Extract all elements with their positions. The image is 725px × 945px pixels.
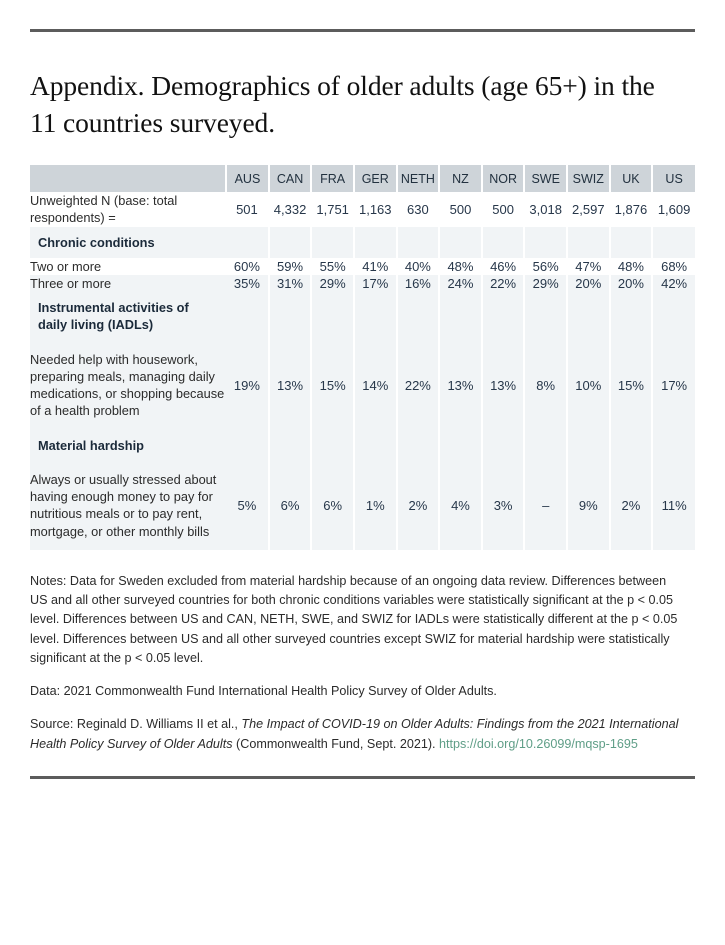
row-value: 1,163 xyxy=(354,192,397,227)
source-paragraph xyxy=(30,715,680,754)
table-row xyxy=(30,192,695,227)
table-head xyxy=(30,165,695,192)
column-header-fra: FRA xyxy=(311,165,354,192)
row-value: 48% xyxy=(610,258,653,275)
row-value: 9% xyxy=(567,461,610,550)
section-header-row xyxy=(30,227,695,258)
row-value: 1% xyxy=(354,461,397,550)
appendix-page xyxy=(0,29,725,945)
section-label: Chronic conditions xyxy=(30,227,226,258)
row-value: 47% xyxy=(567,258,610,275)
row-value: 35% xyxy=(226,275,269,292)
row-value: 48% xyxy=(439,258,482,275)
section-label: Instrumental activities of daily living (IADLs) xyxy=(30,292,226,340)
row-label: Two or more xyxy=(30,258,226,275)
table-row xyxy=(30,275,695,292)
source-title: The Impact of COVID-19 on Older Adults: Findings from the 2021 International Health Policy Survey of Older Adults xyxy=(30,717,679,751)
row-value: 4% xyxy=(439,461,482,550)
section-blank xyxy=(482,430,525,461)
row-label: Needed help with housework, preparing meals, managing daily medications, or shopping because of a health problem xyxy=(30,341,226,430)
row-value: 46% xyxy=(482,258,525,275)
row-value: 20% xyxy=(610,275,653,292)
section-blank xyxy=(269,292,312,340)
row-value: 24% xyxy=(439,275,482,292)
row-value: 17% xyxy=(354,275,397,292)
table-row xyxy=(30,258,695,275)
row-value: 29% xyxy=(311,275,354,292)
row-value: 2,597 xyxy=(567,192,610,227)
row-value: 60% xyxy=(226,258,269,275)
section-blank xyxy=(482,227,525,258)
row-value: 59% xyxy=(269,258,312,275)
section-blank xyxy=(652,227,695,258)
row-value: 22% xyxy=(482,275,525,292)
page-title: Appendix. Demographics of older adults (age 65+) in the 11 countries surveyed. xyxy=(30,70,655,138)
section-blank xyxy=(482,292,525,340)
column-header-neth: NETH xyxy=(397,165,440,192)
section-blank xyxy=(567,227,610,258)
row-value: 15% xyxy=(311,341,354,430)
section-blank xyxy=(439,227,482,258)
section-blank xyxy=(397,430,440,461)
section-blank xyxy=(652,292,695,340)
source-suffix: (Commonwealth Fund, Sept. 2021). xyxy=(232,736,440,751)
row-value: 5% xyxy=(226,461,269,550)
table-row xyxy=(30,461,695,550)
row-value: 1,876 xyxy=(610,192,653,227)
row-label: Three or more xyxy=(30,275,226,292)
row-value: 1,609 xyxy=(652,192,695,227)
section-blank xyxy=(354,292,397,340)
section-blank xyxy=(610,292,653,340)
section-blank xyxy=(652,430,695,461)
table-row xyxy=(30,341,695,430)
row-value: 2% xyxy=(610,461,653,550)
row-value: 2% xyxy=(397,461,440,550)
row-value: 42% xyxy=(652,275,695,292)
row-value: 40% xyxy=(397,258,440,275)
section-header-row xyxy=(30,292,695,340)
row-value: 6% xyxy=(311,461,354,550)
row-value: 14% xyxy=(354,341,397,430)
section-blank xyxy=(397,227,440,258)
section-blank xyxy=(269,227,312,258)
section-blank xyxy=(567,430,610,461)
row-value: 3% xyxy=(482,461,525,550)
row-value: 10% xyxy=(567,341,610,430)
source-prefix: Source: Reginald D. Williams II et al., xyxy=(30,717,242,732)
column-header-label xyxy=(30,165,226,192)
notes-paragraph: Notes: Data for Sweden excluded from material hardship because of an ongoing data review. Differences between US and all other surveyed countries for both chronic conditions variables were statistically significant at the p < 0.05 level. Differences between US and CAN, NETH, SWE, and SWIZ for IADLs were statistically different at the p < 0.05 level. Differences between US and all other surveyed countries except SWIZ for material hardship were statistically significant at the p < 0.05 level. xyxy=(30,573,678,665)
section-blank xyxy=(610,227,653,258)
section-blank xyxy=(226,430,269,461)
section-blank xyxy=(610,430,653,461)
section-blank xyxy=(226,292,269,340)
section-blank xyxy=(397,292,440,340)
row-value: 13% xyxy=(439,341,482,430)
row-value: 501 xyxy=(226,192,269,227)
section-blank xyxy=(311,227,354,258)
column-header-nz: NZ xyxy=(439,165,482,192)
row-value: 13% xyxy=(269,341,312,430)
table-body xyxy=(30,192,695,550)
row-value: 15% xyxy=(610,341,653,430)
row-value: 41% xyxy=(354,258,397,275)
section-blank xyxy=(524,292,567,340)
row-value: 4,332 xyxy=(269,192,312,227)
column-header-aus: AUS xyxy=(226,165,269,192)
row-value: 29% xyxy=(524,275,567,292)
section-header-row xyxy=(30,430,695,461)
row-value: 500 xyxy=(482,192,525,227)
top-divider xyxy=(30,29,695,32)
section-blank xyxy=(567,292,610,340)
section-label: Material hardship xyxy=(30,430,226,461)
row-value: 1,751 xyxy=(311,192,354,227)
section-blank xyxy=(354,430,397,461)
section-blank xyxy=(226,227,269,258)
row-value: 11% xyxy=(652,461,695,550)
row-value: 31% xyxy=(269,275,312,292)
section-blank xyxy=(439,430,482,461)
footnotes-block xyxy=(30,572,680,754)
section-blank xyxy=(269,430,312,461)
row-value: 8% xyxy=(524,341,567,430)
row-value: 16% xyxy=(397,275,440,292)
section-blank xyxy=(524,227,567,258)
data-paragraph: Data: 2021 Commonwealth Fund International Health Policy Survey of Older Adults. xyxy=(30,684,497,699)
column-header-swiz: SWIZ xyxy=(567,165,610,192)
section-blank xyxy=(524,430,567,461)
section-blank xyxy=(354,227,397,258)
row-label: Unweighted N (base: total respondents) = xyxy=(30,192,226,227)
column-header-swe: SWE xyxy=(524,165,567,192)
column-header-ger: GER xyxy=(354,165,397,192)
row-value: 500 xyxy=(439,192,482,227)
row-value: 13% xyxy=(482,341,525,430)
row-label: Always or usually stressed about having enough money to pay for nutritious meals or to pay rent, mortgage, or other monthly bills xyxy=(30,461,226,550)
bottom-divider xyxy=(30,776,695,779)
row-value: 6% xyxy=(269,461,312,550)
table-header-row xyxy=(30,165,695,192)
column-header-us: US xyxy=(652,165,695,192)
row-value: 17% xyxy=(652,341,695,430)
column-header-uk: UK xyxy=(610,165,653,192)
row-value: 22% xyxy=(397,341,440,430)
column-header-nor: NOR xyxy=(482,165,525,192)
row-value: 55% xyxy=(311,258,354,275)
section-blank xyxy=(311,430,354,461)
row-value: 68% xyxy=(652,258,695,275)
column-header-can: CAN xyxy=(269,165,312,192)
row-value: 20% xyxy=(567,275,610,292)
section-blank xyxy=(311,292,354,340)
row-value: 19% xyxy=(226,341,269,430)
section-blank xyxy=(439,292,482,340)
row-value: 630 xyxy=(397,192,440,227)
doi-link[interactable]: https://doi.org/10.26099/mqsp-1695 xyxy=(439,736,638,751)
row-value: 56% xyxy=(524,258,567,275)
row-value: 3,018 xyxy=(524,192,567,227)
demographics-table xyxy=(30,165,695,550)
row-value: – xyxy=(524,461,567,550)
